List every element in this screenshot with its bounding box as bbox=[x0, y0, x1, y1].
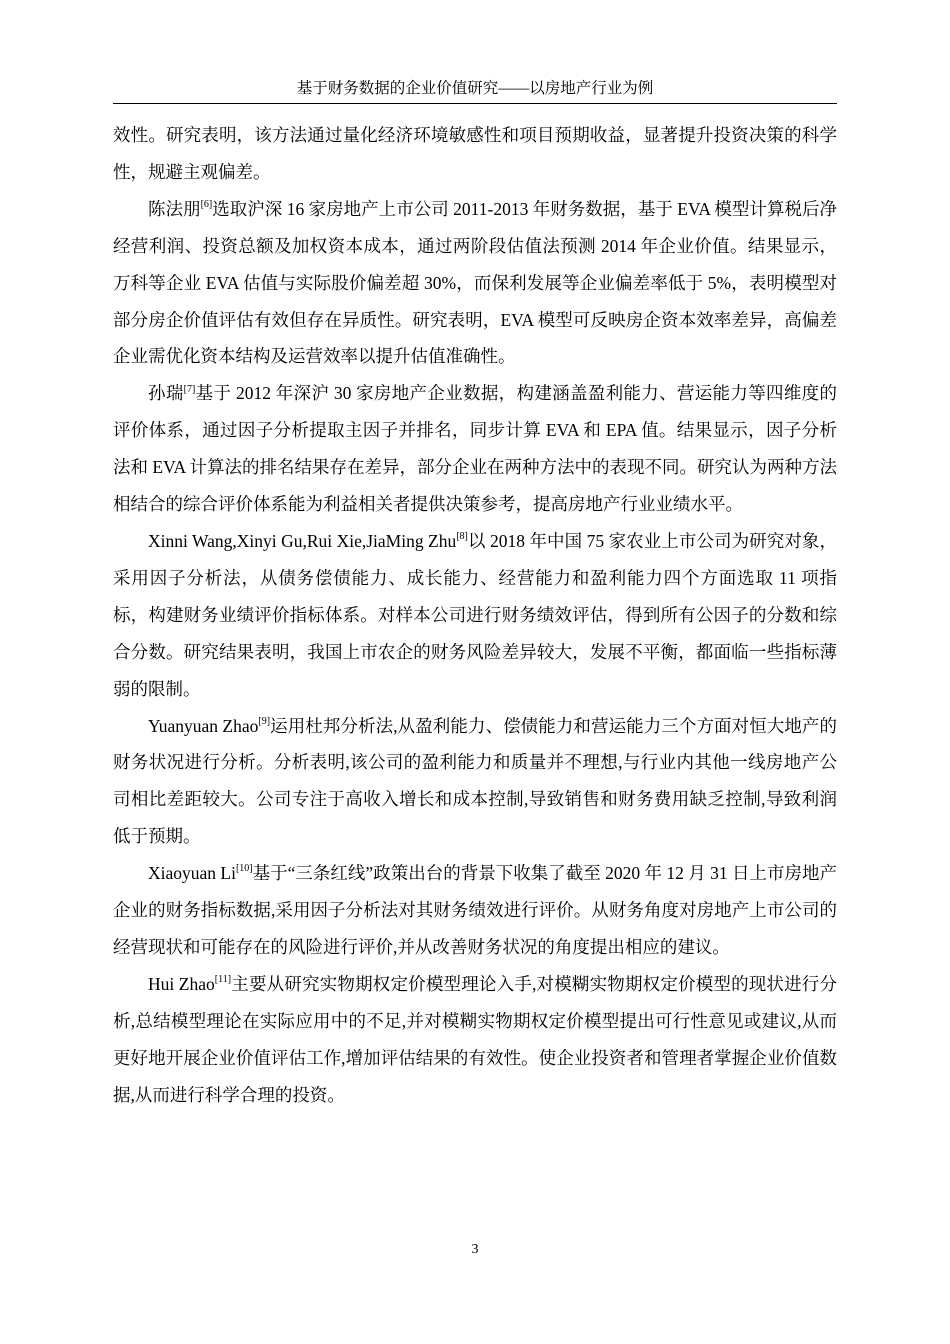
paragraph-text: 以 2018 年中国 75 家农业上市公司为研究对象，采用因子分析法，从债务偿债能力、成长能力、经营能力和盈利能力四个方面选取 11 项指标，构建财务业绩评价指标体系。对样本公司进行财务绩效评估，得到所有公因子的分数和综合分数。研究结果表明，我国上市农企的财务风险差异较大，发展不平衡，都面临一些指标薄弱的限制。 bbox=[113, 530, 837, 699]
paragraph-text: 基于 2012 年深沪 30 家房地产企业数据，构建涵盖盈利能力、营运能力等四维度的评价体系，通过因子分析提取主因子并排名，同步计算 EVA 和 EPA 值。结果显示，因子分析法和 EVA 计算法的排名结果存在差异，部分企业在两种方法中的表现不同。研究认为两种方法相结合的综合评价体系能为利益相关者提供决策参考，提高房地产行业业绩水平。 bbox=[113, 383, 838, 515]
paragraph-text: 主要从研究实物期权定价模型理论入手,对模糊实物期权定价模型的现状进行分析,总结模型理论在实际应用中的不足,并对模糊实物期权定价模型提出可行性意见或建议,从而更好地开展企业价值评估工作,增加评估结果的有效性。使企业投资者和管理者掌握企业价值数据,从而进行科学合理的投资。 bbox=[113, 973, 837, 1105]
citation-ref: [7] bbox=[183, 383, 196, 395]
author-name: Hui Zhao bbox=[148, 973, 215, 994]
author-name: Yuanyuan Zhao bbox=[148, 715, 259, 736]
paragraph-xinni-wang bbox=[113, 523, 837, 708]
running-header: 基于财务数据的企业价值研究——以房地产行业为例 bbox=[296, 80, 654, 97]
citation-ref: [8] bbox=[456, 531, 468, 543]
header-divider bbox=[113, 103, 837, 104]
paragraph-text: 效性。研究表明，该方法通过量化经济环境敏感性和项目预期收益，显著提升投资决策的科学性，规避主观偏差。 bbox=[113, 125, 837, 182]
paragraph-chen-fapeng bbox=[113, 191, 837, 376]
page-number: 3 bbox=[471, 1242, 479, 1257]
author-name: Xinni Wang,Xinyi Gu,Rui Xie,JiaMing Zhu bbox=[148, 530, 457, 551]
paragraph-sun-rui bbox=[113, 375, 837, 523]
citation-ref: [10] bbox=[235, 863, 253, 875]
paragraph-hui-zhao bbox=[113, 966, 837, 1114]
paragraph-xiaoyuan-li bbox=[113, 855, 837, 966]
paragraph-yuanyuan-zhao bbox=[113, 708, 837, 856]
citation-ref: [11] bbox=[214, 974, 232, 986]
author-name: 孙瑞 bbox=[148, 383, 184, 404]
paragraph-text: 选取沪深 16 家房地产上市公司 2011-2013 年财务数据，基于 EVA 模型计算税后净经营利润、投资总额及加权资本成本，通过两阶段估值法预测 2014 年企业价值。结果显示，万科等企业 EVA 估值与实际股价偏差超 30%，而保利发展等企业偏差率低于 5%，表明模型对部分房企价值评估有效但存在异质性。研究表明，EVA 模型可反映房企资本效率差异，高偏差企业需优化资本结构及运营效率以提升估值准确性。 bbox=[113, 198, 838, 367]
author-name: Xiaoyuan Li bbox=[148, 863, 236, 884]
citation-ref: [6] bbox=[200, 198, 213, 210]
author-name: 陈法朋 bbox=[148, 198, 201, 219]
paragraph-text: 运用杜邦分析法,从盈利能力、偿债能力和营运能力三个方面对恒大地产的财务状况进行分析。分析表明,该公司的盈利能力和质量并不理想,与行业内其他一线房地产公司相比差距较大。公司专注于高收入增长和成本控制,导致销售和财务费用缺乏控制,导致利润低于预期。 bbox=[113, 715, 837, 847]
paragraph-continuation bbox=[113, 117, 837, 191]
body-text bbox=[113, 117, 837, 1113]
citation-ref: [9] bbox=[258, 715, 271, 727]
paragraph-text: 基于“三条红线”政策出台的背景下收集了截至 2020 年 12 月 31 日上市房地产企业的财务指标数据,采用因子分析法对其财务绩效进行评价。从财务角度对房地产上市公司的经营现状和可能存在的风险进行评价,并从改善财务状况的角度提出相应的建议。 bbox=[113, 863, 837, 957]
